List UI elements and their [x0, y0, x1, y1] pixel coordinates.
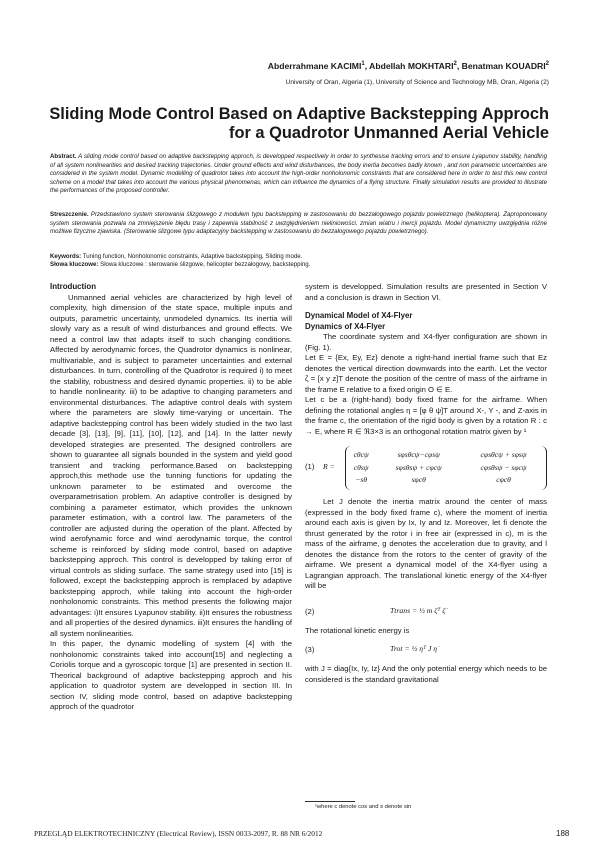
right-column	[305, 282, 547, 685]
footnote-rule	[305, 801, 355, 802]
streszczenie	[50, 211, 547, 237]
title-line-2: for a Quadrotor Unmanned Aerial Vehicle	[229, 124, 549, 142]
intro-paragraph-2: In this paper, the dynamic modelling of system [4] with the nonholonomic constraints taked into account[15] and neglecting a Coriolis torque and a gyroscopic torque [1] are presented in section II. Theorical background of adaptive backstepping approch and his application to quadrotor system are developped in section III. In section IV, sliding mode control, based on adaptive backstepping approch of the quadrotor	[50, 639, 292, 712]
author-2-affil: 2	[453, 61, 457, 68]
right-paragraph-4: Let J denote the inertia matrix around the center of mass (expressed in the body fixed frame c), where the moment of inertia around each axis is given by Ix, Iy and Iz. Moreover, let fi denote the thrust generated by the rotor i in free air (expressed in c), m is the mass of the airframe, g denotes the acceleration due to gravity, and l denotes the distance from the rotors to the center of gravity of the airframe. We present a dynamical model of the X4-flyer using a Lagrangian approach. The translational kinetic energy of the X4-flyer will be	[305, 497, 547, 591]
author-line	[268, 61, 549, 71]
equation-1	[305, 443, 547, 493]
title-line-1: Sliding Mode Control Based on Adaptive Backstepping Approch	[49, 105, 549, 123]
left-column	[50, 282, 292, 713]
equation-3	[305, 636, 547, 664]
matrix-row	[346, 474, 546, 487]
keywords-label: Keywords:	[50, 253, 82, 260]
dynamics-heading: Dynamics of X4-Flyer	[305, 321, 386, 331]
matrix-row	[346, 462, 546, 475]
journal-footer: PRZEGLĄD ELEKTROTECHNICZNY (Electrical Review), ISSN 0033-2097, R. 88 NR 6/2012	[34, 829, 323, 838]
footnote: ¹where c denote cos and s denote sin	[315, 804, 412, 810]
introduction-heading: Introduction	[50, 282, 97, 291]
right-paragraph-6: with J = diag{Ix, Iy, Iz} And the only potential energy which needs to be considered is the standard gravitational	[305, 664, 547, 684]
matrix-cell: cφsθsψ − sφcψ	[480, 462, 527, 472]
right-paragraph-0: system is developped. Simulation results are presented in Section V and a conclusion is drawn in Section VI.	[305, 282, 547, 302]
matrix-cell: cθcψ	[353, 450, 369, 460]
right-paragraph-1: The coordinate system and X4-flyer configuration are shown in (Fig. 1).	[305, 332, 547, 352]
matrix-cell: sφcθ	[411, 475, 426, 485]
rotation-matrix	[345, 446, 547, 490]
author-1: Abderrahmane KACIMI	[267, 61, 362, 71]
author-2: , Abdellah MOKHTARI	[364, 61, 454, 71]
matrix-cell: sφsθsψ + cφcψ	[395, 462, 442, 472]
paper-title	[29, 105, 549, 143]
abstract-label: Abstract.	[50, 153, 77, 160]
streszczenie-text: Przedstawiono system sterowania ślizgowego z modułem typu backstepping w zastosowaniu do bezzałogowego pojazdu powietrznego (helikoptera). Zaproponowany system sterowania pozwala na zmniejszenie błędu trasy i zapewnia stabilność z uwzględnieniem nieliniowości, zmian wiatru i inercji pojazdu. Model dynamiczny uwzględnia różne możliwe fizyczne zjawiska. (Sterowanie ślizgowe typu adaptacyjny backstepping w zastosowaniu do bezzałogowego pojazdu powietrznego).	[50, 211, 547, 236]
equation-1-lhs: R =	[323, 462, 335, 472]
equation-3-number: (3)	[305, 645, 315, 655]
slowa-text: Słowa kluczowe : sterowanie ślizgowe, helicopter bezzałogowy, backstepping.	[98, 261, 311, 269]
equation-2-body: Ttrans = ½ m ζ̇ᵀ ζ̇	[390, 605, 446, 615]
matrix-cell: −sθ	[355, 475, 368, 485]
page-number: 188	[556, 829, 570, 838]
matrix-cell: cφcθ	[496, 475, 511, 485]
matrix-cell: sφsθcψ−cφsψ	[397, 450, 440, 460]
right-paragraph-2: Let E = {Ex, Ey, Ez} denote a right-hand inertial frame such that Ez denotes the vertical direction downwards into the earth. Let the vector ζ = [x y z]T denote the position of the centre of mass of the airframe in the frame E relative to a fixed origin O ∈ E.	[305, 353, 547, 394]
right-paragraph-5: The rotational kinetic energy is	[305, 625, 410, 635]
matrix-row	[346, 449, 546, 462]
author-1-affil: 1	[361, 61, 365, 68]
intro-paragraph-1: Unmanned aerial vehicles are characterized by high level of complexity, high dimension of the state space, multiple inputs and outputs, parametric uncertainty, unmodeled dynamics. Its inertia will slowly vary as a result of wind disturbances and ground effects. We need a control law that adapts itself to such changing conditions. Affected by aerodynamic forces, the Quadrotor dynamics is nonlinear, multivariable, and is subject to parameter uncertainties and external disturbances. In turn, controlling of the Quadrotor is required i) to meet the stability, robustness and desired dynamic properties. ii) to be able to handle nonlinearity. iii) to be adaptive to changing parameters and environmental disturbances. The adaptive control deals with system where the parameters are slowly time-varying or uncertain. The adaptive backstepping control has been widely studied in the two last decade [3], [13], [9], [11], [10], [12], and [14]. In the latter newly developed strategies are presented. The designed controllers are shown to guarantee all signals bounded in the system and yield good transient and tracking performance.Based on backstepping approch,this methode use the tunning functions for updating the unknown parameter to be estimated and overcome the overparametrisation problem. An adaptive controller is designed by combining a parameter estimator, which provides the unknown parameter estimation, with a control law. The parameters of the controller are adjusted during the operation of the plant. Affected by wind aerofynamic force and wind aerodynamic torque, the control scheme is reinforced by sliding mode control, based on adaptive backstepping approch. This control is developped by taking error of virtual controls as sliding surface. The same strategy used into [15] is followed, except the backstepping approch is remplaced by adaptive backstepping approch, while taking into account the high-order nonholonomic constraints. This method presents the following major advantages: i)It ensures Lyapunov stability. ii)It ensures the robustness and all properties of the desired dynamics. iii)It ensures the handling of all system nonlinearities.	[50, 292, 292, 638]
equation-1-number: (1)	[305, 462, 315, 472]
slowa-label: Słowa kluczowe:	[50, 261, 99, 269]
affiliation: University of Oran, Algeria (1), University of Science and Technology MB, Oran, Algeria (2)	[285, 79, 549, 86]
keywords-block	[50, 253, 547, 270]
equation-2	[305, 598, 547, 626]
matrix-cell: cθsψ	[353, 462, 369, 472]
streszczenie-label: Streszczenie.	[50, 211, 89, 218]
equation-3-body: Trot = ½ η̇ᵀ J η̇	[390, 644, 438, 654]
model-heading: Dynamical Model of X4-Flyer	[305, 311, 413, 320]
author-3-affil: 2	[545, 61, 549, 68]
abstract-text: A sliding mode control based on adaptive backstepping approch, is developped respectively in order to synthesise tracking errors and to ensure Lyapunov stability, handling of all system nonlinearities and desired tracking trajectories. Under ground effects and wind disturbances, the body inertia becomes badly known , and non parametric uncertainties are considered in the system model. Dynamic modelling of quadrotor takes into account the high-order nonholonomic constraints that are considered here in order to test this new control scheme on a model that takes into account the various physical phenomenas, which can influence the dynamics of a flying structure. Finally simulation results are provided to illustrate the performances of the proposed controller.	[50, 153, 547, 195]
author-3: , Benatman KOUADRI	[456, 61, 546, 71]
matrix-cell: cφsθcψ + sφsψ	[480, 450, 527, 460]
keywords-text: Tuning function, Nonholonomic constraints, Adaptive backstepping, Sliding mode.	[81, 253, 303, 260]
right-paragraph-3: Let c be a (right-hand) body fixed frame for the airframe. When defining the rotational angles η = [φ θ ψ]T around X-, Y -, and Z-axis in the frame c, the orientation of the rigid body is given by a rotation R : c → E, where R ∈ ℜ3×3 is an orthogonal rotation matrix given by ¹	[305, 395, 547, 436]
abstract	[50, 153, 547, 196]
equation-2-number: (2)	[305, 606, 315, 616]
